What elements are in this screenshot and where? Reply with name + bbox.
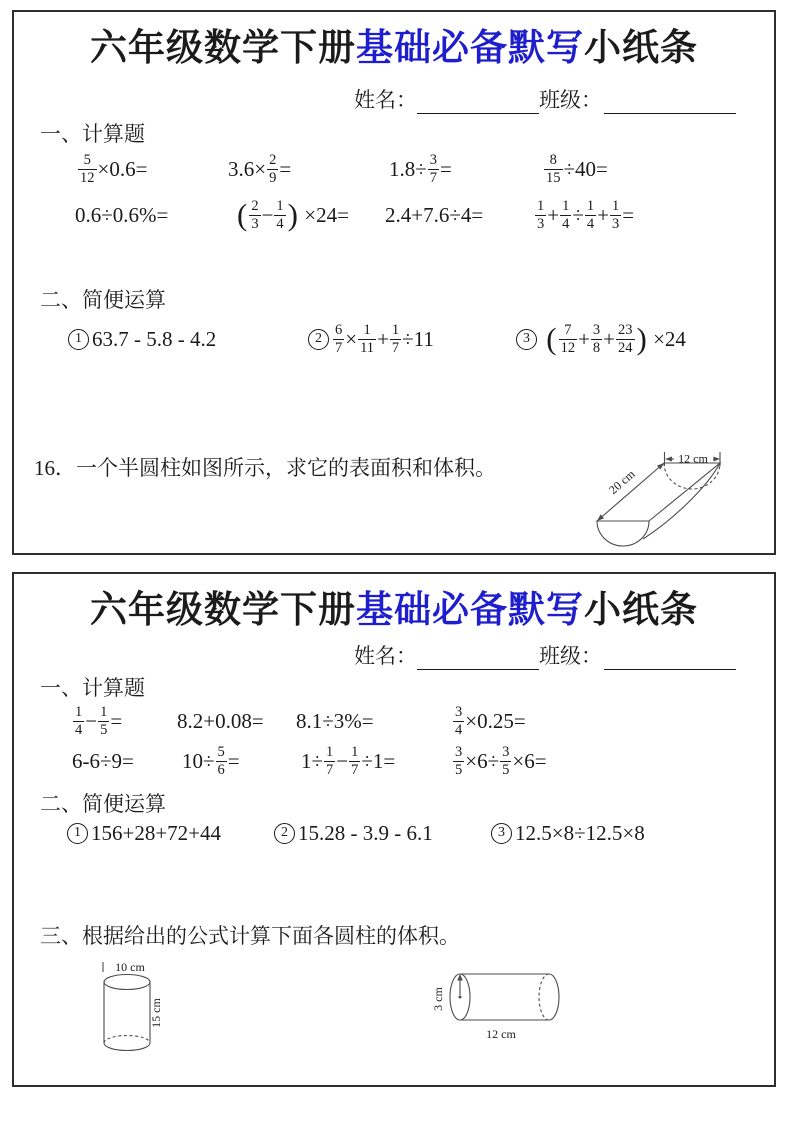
height-dimension-label: 15 cm [149, 998, 163, 1028]
class-label: 班级： [539, 644, 602, 668]
title-part-1: 六年级数学下册 [90, 588, 356, 631]
math-expression: 8.1÷3%= [296, 708, 374, 733]
math-expression: 0.6÷0.6%= [75, 202, 169, 227]
section-calc-heading: 一、计算题 [40, 676, 145, 700]
length-dimension-label: 12 cm [486, 1027, 516, 1041]
math-expression: 1.8÷ $\frac{3}{7}$ = [389, 152, 452, 186]
math-expression: $\frac{1}{4}$ − $\frac{1}{5}$ = [75, 704, 123, 738]
title-part-blue: 基础必备默写 [356, 588, 584, 631]
math-expression: $\frac{8}{15}$ ÷40= [546, 152, 608, 186]
math-expression: ( $\frac{2}{3}$ − $\frac{1}{4}$ ) ×24= [237, 196, 349, 232]
math-expression: 1÷ $\frac{1}{7}$ − $\frac{1}{7}$ ÷1= [301, 744, 396, 778]
worksheet-card-2 [12, 572, 776, 1087]
title-part-blue: 基础必备默写 [356, 26, 584, 69]
title-part-2: 小纸条 [584, 588, 698, 631]
section-simplify-heading: 二、简便运算 [40, 792, 166, 816]
worksheet-card-1 [12, 10, 776, 555]
name-label: 姓名： [354, 88, 417, 112]
math-expression: 8.2+0.08= [177, 708, 264, 733]
name-label: 姓名： [354, 644, 417, 668]
diameter-dimension-label: 10 cm [115, 960, 145, 974]
class-blank [604, 646, 736, 670]
name-blank [417, 90, 539, 114]
class-label: 班级： [539, 88, 602, 112]
question-16-text: 16．一个半圆柱如图所示，求它的表面积和体积。 [34, 456, 496, 480]
math-expression: 1 156+28+72+44 [67, 812, 221, 854]
math-expression: 6-6÷9= [72, 748, 134, 773]
section-calc-heading: 一、计算题 [40, 122, 145, 146]
math-expression: $\frac{5}{12}$ ×0.6= [80, 152, 148, 186]
math-expression: 3 12.5×8÷12.5×8 [491, 812, 645, 854]
title-part-1: 六年级数学下册 [90, 26, 356, 69]
radius-dimension-label: 3 cm [431, 987, 445, 1011]
math-expression: 1 63.7 - 5.8 - 4.2 [68, 318, 216, 360]
math-expression: 2 $\frac{6}{7}$ × $\frac{1}{11}$ + $\frac{1}{7}$ ÷11 [308, 318, 434, 360]
title-part-2: 小纸条 [584, 26, 698, 69]
vertical-cylinder-figure [98, 955, 178, 1060]
section-volume-heading: 三、根据给出的公式计算下面各圆柱的体积。 [40, 924, 460, 948]
math-expression: 10÷ $\frac{5}{6}$ = [182, 744, 240, 778]
section-simplify-heading: 二、简便运算 [40, 288, 166, 312]
math-expression: 2.4+7.6÷4= [385, 202, 484, 227]
math-expression: 3.6× $\frac{2}{9}$ = [228, 152, 292, 186]
worksheet-title [14, 28, 774, 69]
length-dimension-label: 20 cm [606, 466, 638, 497]
diameter-dimension-label: 12 cm [678, 451, 708, 466]
name-blank [417, 646, 539, 670]
name-class-line [354, 640, 736, 670]
math-expression: 3 ( $\frac{7}{12}$ + $\frac{3}{8}$ + $\frac{23}{24}$ ) ×24 [516, 318, 686, 360]
math-expression: 2 15.28 - 3.9 - 6.1 [274, 812, 433, 854]
name-class-line [354, 84, 736, 114]
class-blank [604, 90, 736, 114]
horizontal-cylinder-figure [426, 968, 571, 1046]
math-expression: $\frac{3}{5}$ ×6÷ $\frac{3}{5}$ ×6= [455, 744, 547, 778]
worksheet-title [14, 590, 774, 631]
half-cylinder-figure [577, 439, 742, 554]
math-expression: $\frac{3}{4}$ ×0.25= [455, 704, 526, 738]
math-expression: $\frac{1}{3}$ + $\frac{1}{4}$ ÷ $\frac{1}{4}$ + $\frac{1}{3}$ = [537, 198, 635, 232]
